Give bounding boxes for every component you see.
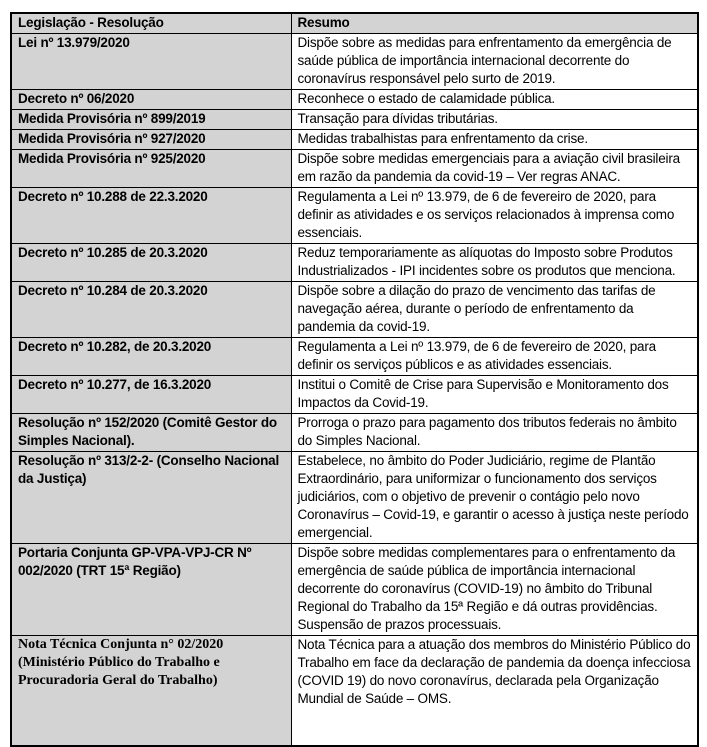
legislation-cell: Resolução nº 152/2020 (Comitê Gestor do Simples Nacional). [11,414,291,452]
table-row [11,34,698,90]
table-row [11,452,698,544]
table-row [11,90,698,110]
legislation-cell: Decreto nº 10.277, de 16.3.2020 [11,376,291,414]
table-row [11,282,698,338]
header-row [11,13,698,34]
table-row [11,636,698,747]
summary-cell: Regulamenta a Lei nº 13.979, de 6 de fevereiro de 2020, para definir as atividades e os serviços relacionados à imprensa como essenciais. [291,188,698,244]
legislation-cell: Decreto nº 10.282, de 20.3.2020 [11,338,291,376]
legislation-cell: Decreto nº 10.284 de 20.3.2020 [11,282,291,338]
legislation-cell: Decreto nº 10.285 de 20.3.2020 [11,244,291,282]
legislation-cell: Medida Provisória nº 925/2020 [11,150,291,188]
legislation-cell: Medida Provisória nº 927/2020 [11,130,291,150]
table-row [11,130,698,150]
legislation-cell: Portaria Conjunta GP-VPA-VPJ-CR Nº 002/2020 (TRT 15ª Região) [11,544,291,636]
summary-cell: Reconhece o estado de calamidade pública. [291,90,698,110]
summary-cell: Medidas trabalhistas para enfrentamento da crise. [291,130,698,150]
summary-cell: Nota Técnica para a atuação dos membros do Ministério Público do Trabalho em face da declaração de pandemia da doença infecciosa (COVID 19) do novo coronavírus, declarada pela Organização Mundial de Saúde – OMS. [291,636,698,747]
summary-cell: Dispõe sobre as medidas para enfrentamento da emergência de saúde pública de importância internacional decorrente do coronavírus responsável pelo surto de 2019. [291,34,698,90]
summary-cell: Reduz temporariamente as alíquotas do Imposto sobre Produtos Industrializados - IPI incidentes sobre os produtos que menciona. [291,244,698,282]
legislation-cell: Nota Técnica Conjunta n° 02/2020 (Ministério Público do Trabalho e Procuradoria Geral do Trabalho) [11,636,291,747]
summary-cell: Estabelece, no âmbito do Poder Judiciário, regime de Plantão Extraordinário, para uniformizar o funcionamento dos serviços judiciários, com o objetivo de prevenir o contágio pelo novo Coronavírus – Covid-19, e garantir o acesso à justiça neste período emergencial. [291,452,698,544]
table-header [11,13,698,34]
legislation-cell: Medida Provisória nº 899/2019 [11,110,291,130]
table-row [11,150,698,188]
legislation-cell: Decreto nº 06/2020 [11,90,291,110]
legislation-table-body [11,34,698,747]
column-header-resumo: Resumo [291,13,698,34]
summary-cell: Dispõe sobre medidas emergenciais para a aviação civil brasileira em razão da pandemia da covid-19 – Ver regras ANAC. [291,150,698,188]
summary-cell: Dispõe sobre medidas complementares para o enfrentamento da emergência de saúde pública de importância internacional decorrente do coronavírus (COVID-19) no âmbito do Tribunal Regional do Trabalho da 15ª Região e dá outras providências. Suspensão de prazos processuais. [291,544,698,636]
legislation-cell: Lei nº 13.979/2020 [11,34,291,90]
table-row [11,110,698,130]
table-row [11,188,698,244]
table-row [11,414,698,452]
table-row [11,338,698,376]
table-row [11,244,698,282]
summary-cell: Transação para dívidas tributárias. [291,110,698,130]
table-row [11,376,698,414]
summary-cell: Dispõe sobre a dilação do prazo de vencimento das tarifas de navegação aérea, durante o período de enfrentamento da pandemia da covid-19. [291,282,698,338]
table-row [11,544,698,636]
summary-cell: Regulamenta a Lei nº 13.979, de 6 de fevereiro de 2020, para definir os serviços públicos e as atividades essenciais. [291,338,698,376]
legislation-cell: Resolução nº 313/2-2- (Conselho Nacional da Justiça) [11,452,291,544]
summary-cell: Institui o Comitê de Crise para Supervisão e Monitoramento dos Impactos da Covid-19. [291,376,698,414]
summary-cell: Prorroga o prazo para pagamento dos tributos federais no âmbito do Simples Nacional. [291,414,698,452]
legislation-table [10,12,699,747]
legislation-cell: Decreto nº 10.288 de 22.3.2020 [11,188,291,244]
column-header-legislation: Legislação - Resolução [11,13,291,34]
